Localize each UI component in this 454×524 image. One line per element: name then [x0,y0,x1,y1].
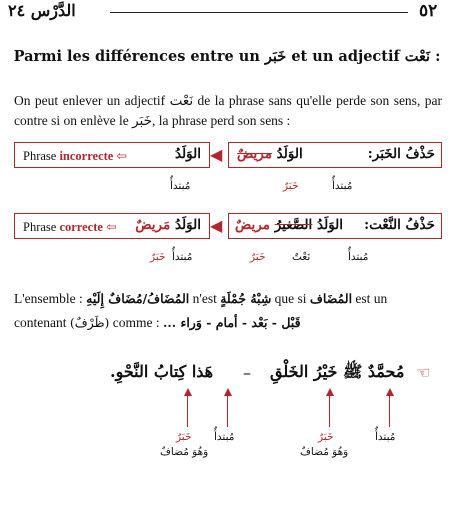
title-naat: نَعْت [404,48,431,65]
para-naat: نَعْت [169,93,194,108]
left-arrow-icon: ◀ [210,145,223,164]
naat-deletion-label: حَذْفُ النَّعْت: [364,217,435,233]
left-arrow-icon: ◀ [210,216,223,235]
title-text-1: Parmi les différences entre un [13,48,265,65]
result-box-incorrect [14,142,210,168]
example-separator: – [243,363,251,382]
label-khabar: خَبَرٌ [318,431,334,443]
arrow-stem [389,395,390,427]
arrow-stem [227,395,228,427]
example-sentence-1: مُحمَّدٌ ﷺ خَيْرُ الخَلْقِ [270,362,405,381]
label-khabar: خَبَرٌ [283,180,299,192]
arrow-stem [329,395,330,427]
label-khabar: خَبَرٌ [176,431,192,443]
para-text-1: On peut enlever un adjectif [14,93,170,108]
section-title [0,48,454,65]
label-mubtada: مُبتدأٌ [214,431,235,443]
page-number: ٥٢ [419,1,438,21]
up-arrow-icon [224,388,232,396]
result-label-incorrect: Phrase incorrecte ⇦ [23,149,127,163]
label-mubtada: مُبتدأٌ [170,180,191,192]
naat-deletion-phrase: الوَلَدُ الصَّغيرُ مريضٌ [235,217,344,233]
label-mubtada: مُبتدأٌ [348,251,369,263]
para-text-2: de la phrase sans qu'elle perde son sens, par contre si on enlève le [14,93,442,128]
khabar-deletion-phrase: الوَلَدُ مريضٌ [237,146,303,162]
para-khabar: خَبَر [132,113,152,128]
khabar-deletion-box [228,142,442,168]
khabar-deletion-label: حَذْفُ الخَبَر: [367,146,435,162]
result-arabic-incorrect: الوَلَدُ [174,146,201,162]
struck-khabar: مريضٌ [237,146,272,162]
up-arrow-icon [184,388,192,396]
header-rule [110,12,408,13]
up-arrow-icon [326,388,334,396]
struck-naat: الصَّغيرُ [274,217,313,233]
label-naat: نَعْتٌ [292,251,311,263]
result-box-correct [14,213,210,239]
para-text-3: , la phrase perd son sens : [151,113,291,128]
hand-pointer-icon: ☜ [416,363,431,382]
example-sentence-2: هَذا كِتابُ النَّحْوِ. [110,362,214,381]
label-khabar: خَبَرٌ [250,251,266,263]
label-khabar: خَبَرٌ [150,251,166,263]
label-mudaf: وَهُوَ مُضافٌ [300,446,349,458]
arrow-stem [187,395,188,427]
intro-paragraph [14,91,442,131]
label-mudaf: وَهُوَ مُضافٌ [160,446,209,458]
lesson-title: الدَّرْس ٢٤ [8,1,76,20]
title-khabar: خَبَر [264,48,287,65]
result-label-correct: Phrase correcte ⇦ [23,220,117,234]
naat-deletion-box [228,213,442,239]
title-text-3: : [430,48,441,65]
ensemble-paragraph: L'ensemble : المُضَافُ/مُضَافٌ إِلَيْهِ n'est شِبْهُ جُمْلَةٍ que si المُضَاف est un contenant (ظَرْفٌ) comme : قَبْل - بَعْد - أمام - وَراء ... [14,291,388,330]
label-mubtada: مُبتدأٌ [172,251,193,263]
result-arabic-correct: الوَلَدُ مَريضٌ [135,217,201,233]
title-text-2: et un adjectif [286,48,405,65]
up-arrow-icon [386,388,394,396]
label-mubtada: مُبتدأٌ [375,431,396,443]
label-mubtada: مُبتدأٌ [332,180,353,192]
